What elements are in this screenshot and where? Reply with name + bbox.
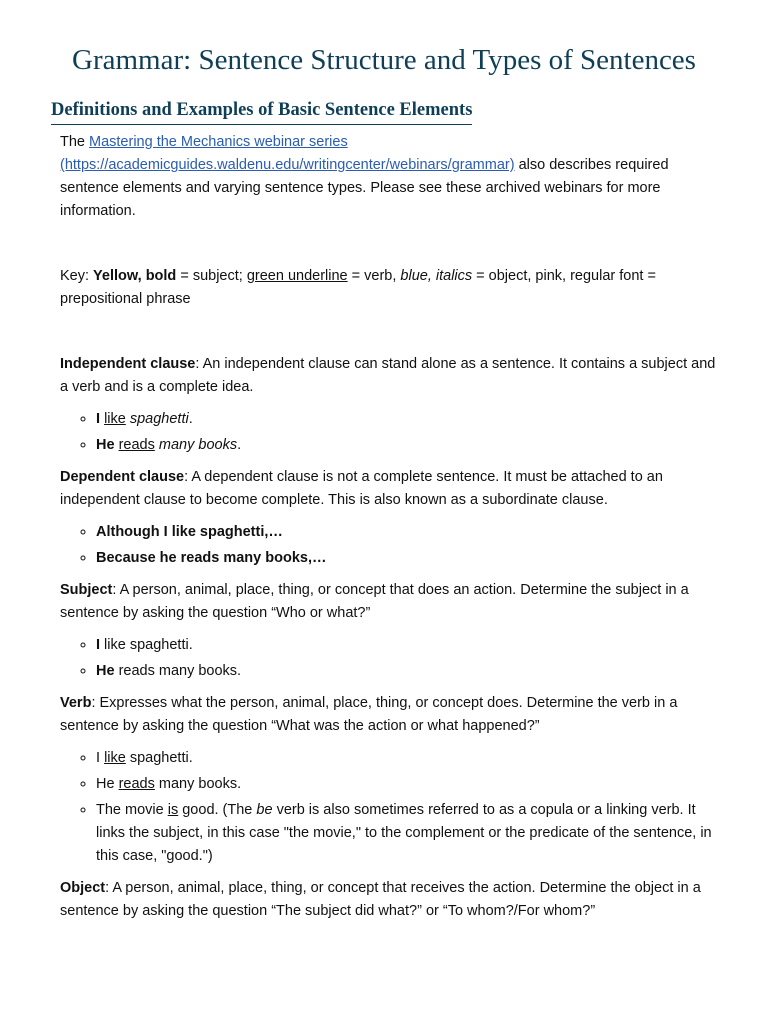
definition-text: : A person, animal, place, thing, or concept that receives the action. Determine the object in a sentence by asking the question “The subject did what?” or “To whom?/For whom?” (60, 880, 701, 919)
term: Subject (60, 582, 113, 598)
list-item (96, 434, 720, 457)
dependent-examples (60, 521, 720, 570)
subject-word: I (96, 637, 101, 653)
list-item (96, 660, 720, 683)
spacer (60, 223, 720, 265)
list-item (96, 747, 720, 770)
verb-word: is (167, 802, 179, 818)
verb-definition (60, 692, 720, 738)
example-post: many books. (154, 776, 242, 792)
list-item (96, 547, 720, 570)
page-title: Grammar: Sentence Structure and Types of Sentences (72, 44, 696, 76)
example-text: Because he reads many books,… (96, 550, 327, 566)
subject-examples (60, 634, 720, 683)
definition-text: : A dependent clause is not a complete sentence. It must be attached to an independent clause to become complete. This is also known as a subordinate clause. (60, 469, 663, 508)
independent-clause-definition (60, 353, 720, 399)
example-post: spaghetti. (125, 750, 193, 766)
key-subject-style: Yellow, bold (93, 268, 177, 284)
example-text: Although I like spaghetti,… (96, 524, 283, 540)
key-verb-eq: = verb, (347, 268, 401, 284)
term: Verb (60, 695, 92, 711)
definition-text: : A person, animal, place, thing, or concept that does an action. Determine the subject in a sentence by asking the question “Who or what?” (60, 582, 689, 621)
object-word: spaghetti (129, 411, 189, 427)
example-pre: I (96, 750, 105, 766)
term: Independent clause (60, 356, 196, 372)
list-item (96, 521, 720, 544)
object-word: many books (158, 437, 238, 453)
section-heading: Definitions and Examples of Basic Sentence Elements (51, 98, 472, 125)
list-item (96, 773, 720, 796)
example-post: verb is also sometimes referred to as a copula or a linking verb. It links the subject, in this case "the movie," to the complement or the predicate of the sentence, in this case, "good.") (96, 802, 712, 864)
object-definition (60, 877, 720, 923)
independent-examples (60, 408, 720, 457)
dependent-clause-definition (60, 466, 720, 512)
example-pre: He (96, 776, 119, 792)
key-label: Key: (60, 268, 94, 284)
key-subject-eq: = subject; (176, 268, 247, 284)
definition-text: : Expresses what the person, animal, place, thing, or concept does. Determine the verb in a sentence by asking the question “What was the action or what happened?” (60, 695, 678, 734)
verb-word: reads (118, 437, 155, 453)
key-object-style: blue, italics (400, 268, 473, 284)
key-object-eq: = object, pink, regular font = prepositional phrase (60, 268, 656, 307)
verb-word: like (104, 411, 126, 427)
key-paragraph (60, 265, 720, 311)
term: Object (60, 880, 106, 896)
list-item (96, 408, 720, 431)
be-word: be (256, 802, 273, 818)
webinar-series-link[interactable]: Mastering the Mechanics webinar series (89, 134, 348, 150)
intro-suffix: also describes required sentence elements and varying sentence types. Please see these archived webinars for more information. (60, 157, 669, 219)
article-body (60, 131, 720, 923)
punct: . (237, 437, 242, 453)
example-rest: like spaghetti. (100, 637, 193, 653)
subject-word: He (96, 663, 115, 679)
subject-word: I (96, 411, 101, 427)
example-rest: reads many books. (114, 663, 242, 679)
punct: . (188, 411, 193, 427)
webinar-url-link[interactable]: (https://academicguides.waldenu.edu/writingcenter/webinars/grammar) (60, 157, 515, 173)
intro-prefix: The (60, 134, 90, 150)
verb-word: like (104, 750, 126, 766)
verb-word: reads (118, 776, 155, 792)
verb-examples (60, 747, 720, 868)
list-item (96, 799, 720, 868)
list-item (96, 634, 720, 657)
subject-word: He (96, 437, 115, 453)
example-mid: good. (The (178, 802, 257, 818)
term: Dependent clause (60, 469, 185, 485)
key-verb-style: green underline (246, 268, 348, 284)
definition-text: : An independent clause can stand alone as a sentence. It contains a subject and a verb and is a complete idea. (60, 356, 716, 395)
spacer (60, 311, 720, 353)
subject-definition (60, 579, 720, 625)
intro-paragraph (60, 131, 720, 223)
example-pre: The movie (96, 802, 168, 818)
